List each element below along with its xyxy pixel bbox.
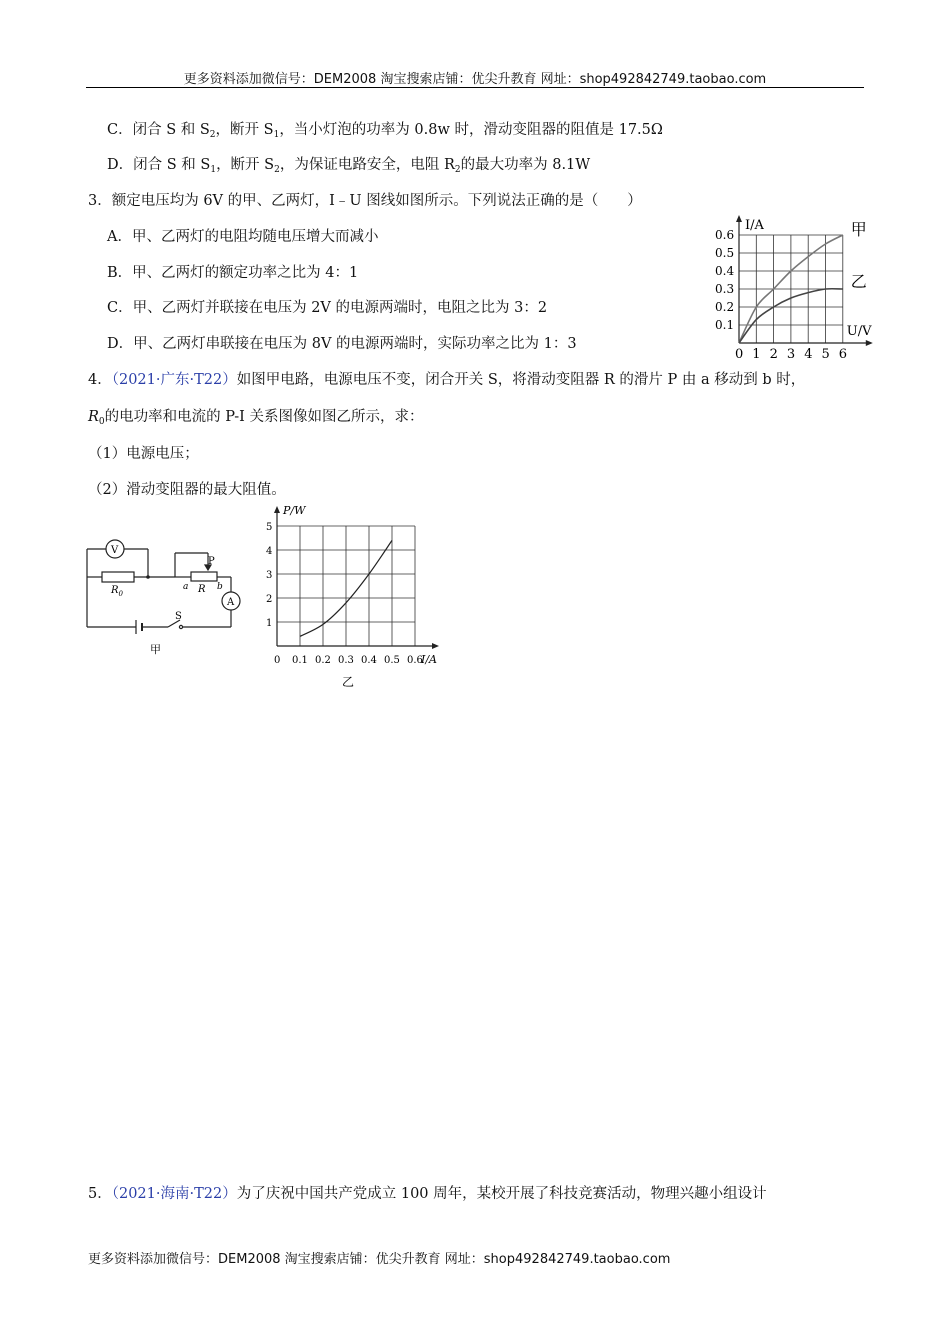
q3-option-a: A．甲、乙两灯的电阻均随电压增大而减小 [107, 229, 379, 245]
y-tick-label: 2 [266, 594, 273, 605]
q4-sub-2: （2）滑动变阻器的最大阻值。 [88, 482, 286, 498]
x-tick-label: 0.5 [384, 655, 400, 666]
q5-line: 5．（2021·海南·T22）为了庆祝中国共产党成立 100 周年，某校开展了科技竞赛活动，物理兴趣小组设计 [88, 1186, 767, 1202]
end-a-label: a [183, 582, 189, 592]
q4-line-1: 4．（2021·广东·T22）如图甲电路，电源电压不变，闭合开关 S，将滑动变阻器 R 的滑片 P 由 a 移动到 b 时， [88, 372, 806, 388]
q4-sub-1: （1）电源电压； [88, 446, 199, 462]
x-axis-label: I/A [421, 653, 437, 666]
x-tick-label: 6 [838, 347, 848, 362]
y-axis-arrow [736, 215, 742, 222]
q3-option-c: C．甲、乙两灯并联接在电压为 2V 的电源两端时，电阻之比为 3：2 [107, 300, 548, 316]
q5-source: （2021·海南·T22） [111, 1186, 237, 1202]
x-tick-label: 1 [752, 347, 761, 362]
circuit-diagram [80, 525, 250, 660]
y-tick-label: 0.2 [715, 300, 735, 314]
x-axis-label: U/V [846, 324, 872, 339]
circuit-caption: 甲 [150, 643, 161, 656]
x-tick-label: 4 [804, 347, 813, 362]
q4-line-2: $R_0$的电功率和电流的 P-I 关系图像如图乙所示，求： [88, 409, 424, 427]
x-tick-label: 3 [786, 347, 796, 362]
series-label: 乙 [850, 272, 867, 291]
end-b-label: b [217, 582, 223, 592]
rheostat-label: R [198, 584, 206, 595]
x-tick-label: 0.1 [292, 655, 308, 666]
y-tick-label: 0.6 [715, 228, 735, 242]
header-rule [86, 87, 864, 88]
y-tick-label: 0.5 [715, 246, 735, 260]
q2-option-d: D．闭合 S 和 $S_1$，断开 $S_2$，为保证电路安全，电阻 $R_2$的最大功率为 8.1W [107, 157, 591, 175]
x-tick-label: 0.3 [338, 655, 354, 666]
x-tick-label: 0.4 [361, 655, 377, 666]
x-tick-label: 2 [769, 347, 778, 362]
y-tick-label: 4 [266, 546, 273, 557]
q3-option-b: B．甲、乙两灯的额定功率之比为 4：1 [107, 265, 359, 281]
y-axis-label: P/W [283, 504, 306, 517]
x-tick-label: 0 [735, 347, 744, 362]
q4-source: （2021·广东·T22） [111, 372, 237, 388]
y-axis-label: I/A [745, 218, 764, 233]
y-tick-label: 1 [266, 618, 273, 629]
ammeter-label: A [227, 597, 235, 608]
q2-option-c: C．闭合 S 和 $S_2$，断开 $S_1$，当小灯泡的功率为 0.8w 时，滑动变阻器的阻值是 17.5Ω [107, 122, 663, 140]
iu-chart [705, 212, 885, 362]
page-footer: 更多资料添加微信号：DEM2008 淘宝搜索店铺：优尖升教育 网址：shop492842749.taobao.com [88, 1252, 671, 1267]
page-header: 更多资料添加微信号：DEM2008 淘宝搜索店铺：优尖升教育 网址：shop492842749.taobao.com [183, 72, 767, 87]
series-label: 甲 [850, 220, 867, 239]
y-axis-arrow [274, 506, 280, 513]
y-tick-label: 5 [266, 522, 273, 533]
y-tick-label: 0.1 [715, 318, 735, 332]
r0-label: $R_0$ [111, 585, 123, 598]
voltmeter-label: V [111, 545, 119, 556]
y-tick-label: 0.3 [715, 282, 735, 296]
x-tick-label: 0 [274, 655, 281, 666]
y-tick-label: 0.4 [715, 264, 735, 278]
y-tick-label: 3 [266, 570, 273, 581]
x-tick-label: 0.6 [407, 655, 423, 666]
pi-chart [262, 502, 452, 692]
q3-option-d: D．甲、乙两灯串联接在电压为 8V 的电源两端时，实际功率之比为 1：3 [107, 336, 577, 352]
x-axis-arrow [866, 340, 873, 346]
switch-label: S [175, 611, 182, 622]
x-tick-label: 5 [821, 347, 830, 362]
x-axis-arrow [432, 643, 439, 649]
q3-stem: 3．额定电压均为 6V 的甲、乙两灯，I﹣U 图线如图所示。下列说法正确的是（ ） [88, 193, 642, 209]
chart-caption: 乙 [342, 675, 355, 689]
slider-label: P [208, 556, 215, 567]
x-tick-label: 0.2 [315, 655, 331, 666]
